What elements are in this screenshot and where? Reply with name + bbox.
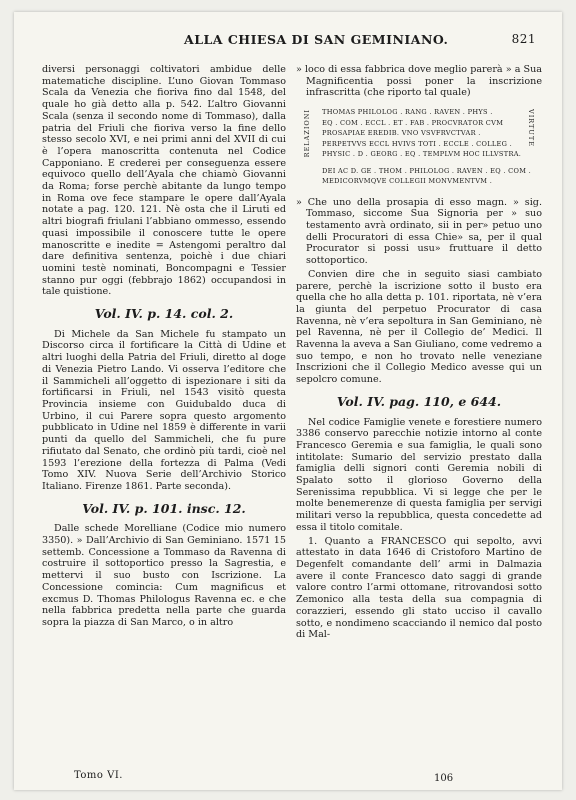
paragraph: diversi personaggi coltivatori ambidue delle matematiche discipline. L’uno Giovan Tommaso Scala da Venezia che fioriva fino dal 1548, del quale ho già detto alla p. 542. L’altro Giovanni Scala (senza il secondo nome di Tommaso), dalla patria del Friuli che fioriva verso la fine dello stesso secolo XVI, e nei primi anni del XVII di cui è l’opera manoscritta contenuta nel Codice Capponiano. E crederei per conseguenza essere equivoco quello dell’Ayala che chiamò Giovanni da Roma; forse perchè abitante da lungo tempo in Roma ove fece stampare le opere dall’Ayala notate a pag. 120. 121. Nè osta che il Liruti ed altri biografi friulani l’abbiano ommesso, essendo quasi impossibile il conoscere tutte le opere manoscritte e inedite = Astengomi peraltro dal dare definitiva sentenza, poichè i due chiari uomini testè nominati, Boncompagni e Tessier stanno pur oggi (febbrajo 1862) occupandosi in tale quistione. xyxy=(42,64,286,298)
paragraph: Convien dire che in seguito siasi cambiato parere, perchè la iscrizione sotto il busto era quella che ho alla detta p. 101. riportata, nè v’era la giunta del perpetuo Procurator di casa Ravenna, nè v’era sepoltura in San Geminiano, nè pel Ravenna, nè per il Collegio de’ Medici. Il Ravenna la aveva a San Giuliano, come vedremo a suo tempo, e non ho trovato nelle veneziane Inscrizioni che il Collegio Medico avesse qui un sepolcro comune. xyxy=(296,268,542,386)
left-column xyxy=(42,64,286,631)
running-title: ALLA CHIESA DI SAN GEMINIANO. xyxy=(184,32,449,47)
paragraph: » Che uno della prosapia di esso magn. » sig. Tommaso, siccome Sua Signoria per » suo testamento avrà ordinato, sii in per» petuo uno delli Procuratori di essa Chie» sa, per il qual Procurator si possi usu» fruttuare il detto sottoportico. xyxy=(296,196,542,267)
inscription-block xyxy=(296,105,542,189)
inscription-line: PROSAPIAE EREDIB. VNO VSVFRVCTVAR . xyxy=(322,129,481,138)
inscription-side-label: RELAZIONI xyxy=(303,109,311,158)
paragraph: Nel codice Famiglie venete e forestiere numero 3386 conservo parecchie notizie intorno al conte Francesco Geremia e sua famiglia, le quali sono intitolate: Sumario del servizio prestato dalla famiglia delli signori conti Geremia nobili di Spalato sotto il glorioso Governo della Serenissima repubblica. Vi si legge che per le molte benemerenze di questa famiglia per servigi militari verso la repubblica, questa concedette ad essa il titolo comitale. xyxy=(296,416,542,533)
right-column xyxy=(296,64,542,643)
section-heading: Vol. IV. p. 101. insc. 12. xyxy=(82,500,246,516)
inscription-line: PHYSIC . D . GEORG . EQ . TEMPLVM HOC ILLVSTRA. xyxy=(322,150,522,159)
inscription-line: PERPETVVS ECCL HVIVS TOTI . ECCLE . COLLEG . xyxy=(322,139,513,148)
section-heading: Vol. IV. p. 14. col. 2. xyxy=(94,306,234,322)
volume-label: Tomo VI. xyxy=(74,770,123,781)
paragraph: 1. Quanto a FRANCESCO qui sepolto, avvi attestato in data 1646 di Cristoforo Martino de Degenfelt comandante dell’ armi in Dalmazia avere il conte Francesco dato saggi di grande valore contro l’armi ottomane, ritrovandosi sotto Zemonico alla testa della sua compagnia di corazzieri, essendo gli stato ucciso il cavallo sotto, e nondimeno scacciando il nemico dal posto di Mal- xyxy=(296,535,542,641)
document-page xyxy=(14,12,562,790)
inscription-line: THOMAS PHILOLOG . RANG . RAVEN . PHYS . xyxy=(322,108,493,117)
page-number: 821 xyxy=(511,32,536,46)
page-header xyxy=(44,32,538,52)
paragraph: Di Michele da San Michele fu stampato un Discorso circa il fortificare la Città di Udine et altri luoghi della Patria del Friuli, diretto al doge di Venezia Pietro Lando. Vi osserva l’editore che il Sammicheli all’oggetto di ispezionare i siti da fortificarsi in Friuli, nel 1543 visitò questa Provincia insieme con Guidubaldo duca di Urbino, il cui Parere sopra questo argomento pubblicato in Udine nel 1859 è differente in varii punti da quello del Sammicheli, che fu pure rifiutato dal Senato, che ordinò più tardi, cioè nel 1593 l’erezione della fortezza di Palma (Vedi Tomo XIV. Nuova Serie dell’Archivio Storico Italiano. Firenze 1861. Parte seconda). xyxy=(42,328,286,492)
inscription-line: MEDICORVMQVE COLLEGII MONVMENTVM . xyxy=(322,177,493,186)
signature-mark: 106 xyxy=(434,773,454,784)
section-heading: Vol. IV. pag. 110, e 644. xyxy=(336,393,502,409)
paragraph: Dalle schede Morelliane (Codice mio numero 3350). » Dall’Archivio di San Geminiano. 1571 15 settemb. Concessione a Tommaso da Ravenna di costruire il sottoportico presso la Sagrestia, e mettervi il suo busto con Iscrizione. La Concessione comincia: Cum magnificus et excmus D. Thomas Philologus Ravenna ec. e che nella fabbrica predetta nella parte che guarda sopra la piazza di San Marco, o in altro xyxy=(42,523,286,628)
inscription-line: DEI AC D. GE . THOM . PHILOLOG . RAVEN . EQ . COM . xyxy=(322,166,532,175)
inscription-side-label: VIRTUTE xyxy=(527,109,535,148)
inscription-line: EQ . COM . ECCL . ET . FAB . PROCVRATOR CVM xyxy=(322,118,504,127)
paragraph: » loco di essa fabbrica dove meglio parerà » a Sua Magnificentia possi poner la inscrizione infrascritta (che riporto tal quale) xyxy=(296,64,542,99)
